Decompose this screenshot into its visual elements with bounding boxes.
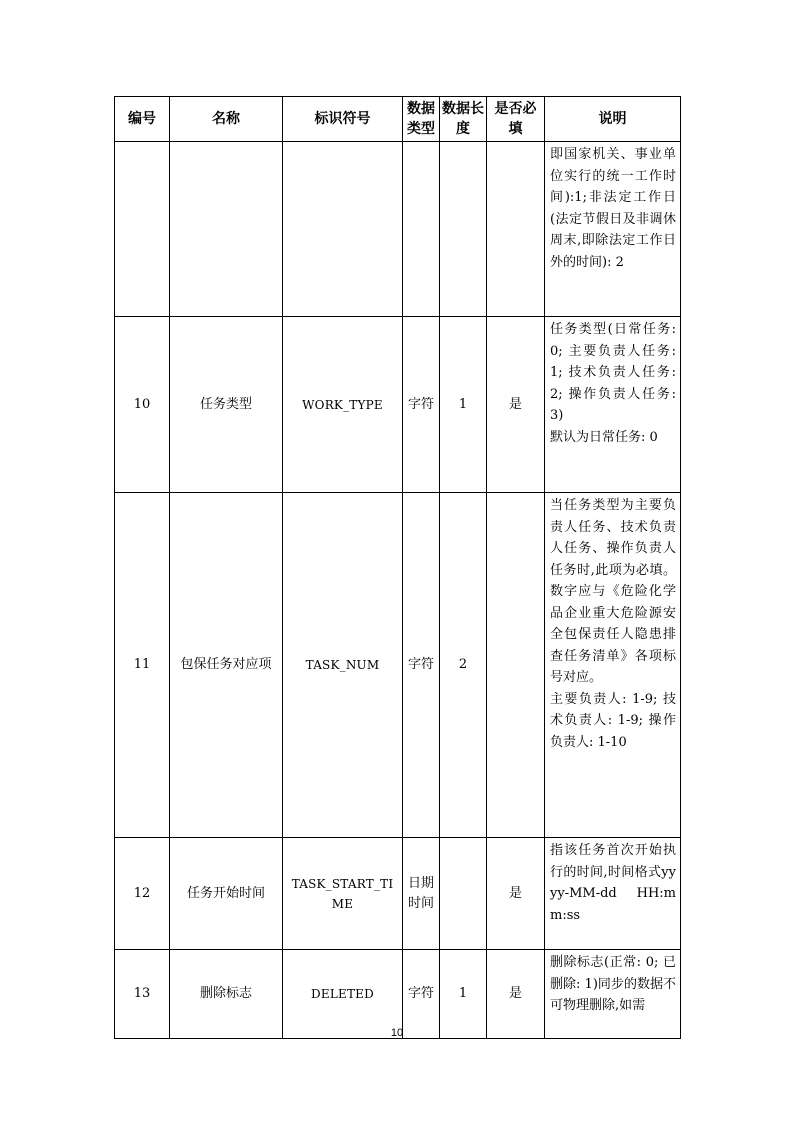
cell-data-type: 日期时间 — [403, 838, 440, 950]
cell-no: 12 — [115, 838, 170, 950]
cell-data-type: 字符 — [403, 493, 440, 838]
cell-no — [115, 142, 170, 317]
cell-data-type: 字符 — [403, 317, 440, 493]
cell-required: 是 — [487, 950, 545, 1039]
cell-no: 13 — [115, 950, 170, 1039]
cell-description — [545, 317, 681, 493]
description-text: 任务类型(日常任务: 0; 主要负责人任务: 1; 技术负责人任务: 2; 操作负责人任务: 3) 默认为日常任务: 0 — [550, 322, 676, 445]
description-text: 即国家机关、事业单位实行的统一工作时间):1;非法定工作日(法定节假日及非调休周末,即除法定工作日外的时间): 2 — [550, 147, 676, 270]
description-text: 删除标志(正常: 0; 已删除: 1)同步的数据不可物理删除,如需 — [550, 955, 676, 1013]
cell-description — [545, 142, 681, 317]
header-data-type: 数据类型 — [403, 97, 440, 142]
table-row — [115, 950, 681, 1039]
cell-required — [487, 493, 545, 838]
cell-identifier: TASK_START_TIME — [283, 838, 403, 950]
cell-no: 10 — [115, 317, 170, 493]
cell-data-type — [403, 142, 440, 317]
cell-identifier: WORK_TYPE — [283, 317, 403, 493]
table-row — [115, 838, 681, 950]
description-text: 当任务类型为主要负责人任务、技术负责人任务、操作负责人任务时,此项为必填。数字应与《危险化学品企业重大危险源安全包保责任人隐患排查任务清单》各项标号对应。 主要负责人: 1-9; 技术负责人: 1-9; 操作负责人: 1-10 — [550, 498, 676, 750]
cell-name: 任务开始时间 — [170, 838, 283, 950]
cell-description — [545, 838, 681, 950]
cell-name: 任务类型 — [170, 317, 283, 493]
cell-no: 11 — [115, 493, 170, 838]
cell-data-length: 2 — [440, 493, 487, 838]
table-row — [115, 493, 681, 838]
header-identifier: 标识符号 — [283, 97, 403, 142]
table-row — [115, 317, 681, 493]
cell-name — [170, 142, 283, 317]
header-required: 是否必填 — [487, 97, 545, 142]
header-no: 编号 — [115, 97, 170, 142]
cell-data-length — [440, 838, 487, 950]
page-number: 10 — [390, 1027, 404, 1039]
cell-description — [545, 493, 681, 838]
cell-description — [545, 950, 681, 1039]
table-row — [115, 142, 681, 317]
cell-required: 是 — [487, 317, 545, 493]
cell-data-length: 1 — [440, 317, 487, 493]
cell-name: 删除标志 — [170, 950, 283, 1039]
cell-identifier — [283, 142, 403, 317]
data-spec-table — [114, 96, 681, 1039]
cell-required — [487, 142, 545, 317]
cell-identifier: TASK_NUM — [283, 493, 403, 838]
cell-required: 是 — [487, 838, 545, 950]
cell-data-length — [440, 142, 487, 317]
table-header-row — [115, 97, 681, 142]
header-data-length: 数据长度 — [440, 97, 487, 142]
cell-data-type: 字符 — [403, 950, 440, 1039]
cell-name: 包保任务对应项 — [170, 493, 283, 838]
header-description: 说明 — [545, 97, 681, 142]
cell-data-length: 1 — [440, 950, 487, 1039]
header-name: 名称 — [170, 97, 283, 142]
cell-identifier: DELETED — [283, 950, 403, 1039]
description-text: 指该任务首次开始执行的时间,时间格式yyyy-MM-dd HH:mm:ss — [550, 843, 676, 923]
